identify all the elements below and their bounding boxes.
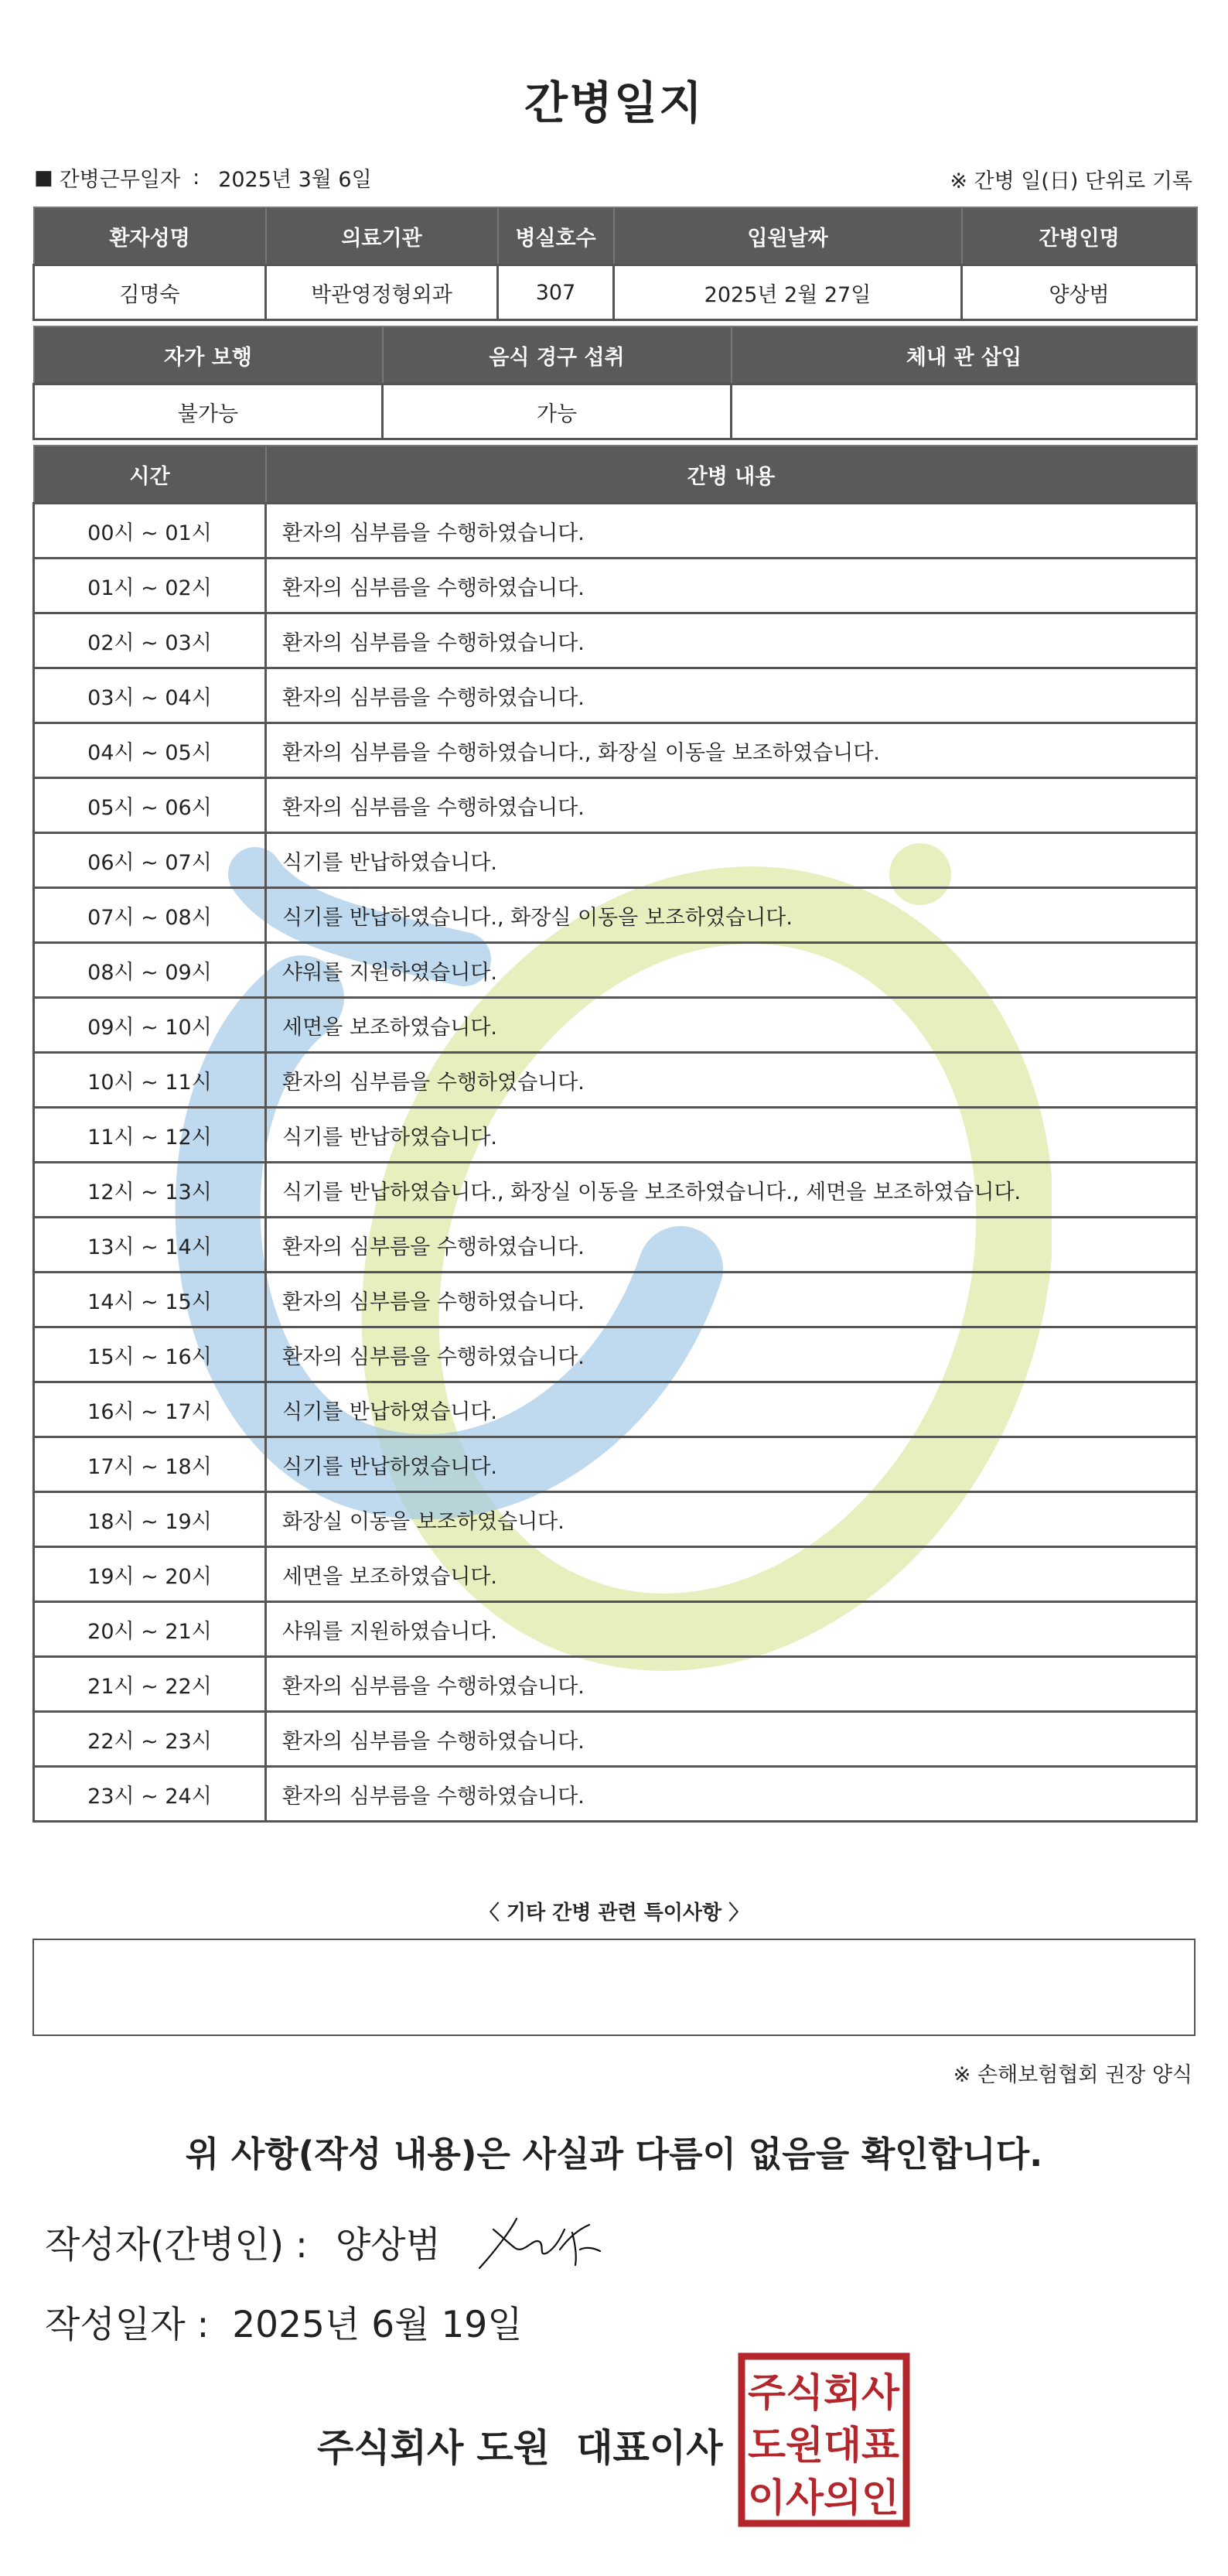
- time-cell: 11시 ~ 12시: [34, 1108, 266, 1163]
- table-row: [34, 504, 1197, 559]
- content-cell: 세면을 보조하였습니다.: [266, 1547, 1197, 1602]
- patient-info-header-row: [34, 207, 1197, 265]
- table-row: [34, 1327, 1197, 1382]
- table-row: [34, 778, 1197, 833]
- table-row: [34, 1767, 1197, 1822]
- confirmation-statement: 위 사항(작성 내용)은 사실과 다름이 없음을 확인합니다.: [185, 2134, 1043, 2175]
- patient-status-value-row: [34, 384, 1197, 439]
- time-cell: 05시 ~ 06시: [34, 778, 266, 833]
- header-caregiver-name: 간병인명: [962, 207, 1197, 265]
- content-cell: 환자의 심부름을 수행하였습니다.: [266, 778, 1197, 833]
- content-cell: 환자의 심부름을 수행하였습니다.: [266, 613, 1197, 668]
- time-cell: 07시 ~ 08시: [34, 888, 266, 943]
- time-cell: 22시 ~ 23시: [34, 1712, 266, 1767]
- table-row: [34, 1437, 1197, 1492]
- time-cell: 09시 ~ 10시: [34, 998, 266, 1053]
- table-row: [34, 1602, 1197, 1657]
- svg-text:도원대표: 도원대표: [748, 2423, 900, 2468]
- time-cell: 10시 ~ 11시: [34, 1053, 266, 1108]
- written-date-line: [45, 2296, 523, 2348]
- hospital-name: 박관영정형외과: [266, 265, 498, 320]
- content-cell: 식기를 반납하였습니다.: [266, 833, 1197, 888]
- care-log-table: [32, 445, 1198, 1823]
- writer-label: 작성자(간병인) :: [45, 2224, 308, 2267]
- table-row: [34, 1382, 1197, 1437]
- content-cell: 환자의 심부름을 수행하였습니다.: [266, 1053, 1197, 1108]
- tube-insertion-value: [732, 384, 1197, 439]
- time-cell: 14시 ~ 15시: [34, 1273, 266, 1327]
- room-number: 307: [498, 265, 614, 320]
- content-cell: 환자의 심부름을 수행하였습니다.: [266, 1273, 1197, 1327]
- table-row: [34, 1273, 1197, 1327]
- time-cell: 02시 ~ 03시: [34, 613, 266, 668]
- content-cell: 환자의 심부름을 수행하였습니다., 화장실 이동을 보조하였습니다.: [266, 723, 1197, 778]
- time-cell: 21시 ~ 22시: [34, 1657, 266, 1712]
- svg-text:주식회사: 주식회사: [748, 2370, 900, 2415]
- content-cell: 환자의 심부름을 수행하였습니다.: [266, 1767, 1197, 1822]
- header-hospital: 의료기관: [266, 207, 498, 265]
- content-cell: 식기를 반납하였습니다.: [266, 1382, 1197, 1437]
- header-time: 시간: [34, 446, 266, 504]
- record-note: ※ 간병 일(日) 단위로 기록: [950, 169, 1192, 193]
- table-row: [34, 668, 1197, 723]
- oral-intake-value: 가능: [383, 384, 732, 439]
- work-date-colon: :: [193, 166, 200, 190]
- form-note: ※ 손해보험협회 권장 양식: [953, 2063, 1192, 2087]
- patient-status-table: [32, 326, 1198, 440]
- remarks-title: 〈 기타 간병 관련 특이사항 〉: [479, 1901, 749, 1925]
- header-tube-insertion: 체내 관 삽입: [732, 326, 1197, 384]
- content-cell: 환자의 심부름을 수행하였습니다.: [266, 1327, 1197, 1382]
- content-cell: 샤워를 지원하였습니다.: [266, 943, 1197, 998]
- company-signature-line: [317, 2418, 723, 2472]
- time-cell: 17시 ~ 18시: [34, 1437, 266, 1492]
- table-row: [34, 1108, 1197, 1163]
- content-cell: 환자의 심부름을 수행하였습니다.: [266, 1712, 1197, 1767]
- content-cell: 식기를 반납하였습니다.: [266, 1108, 1197, 1163]
- writer-name: 양상범: [335, 2224, 442, 2267]
- header-room-number: 병실호수: [498, 207, 614, 265]
- caregiver-name: 양상범: [962, 265, 1197, 320]
- content-cell: 환자의 심부름을 수행하였습니다.: [266, 668, 1197, 723]
- time-cell: 06시 ~ 07시: [34, 833, 266, 888]
- content-cell: 환자의 심부름을 수행하였습니다.: [266, 1657, 1197, 1712]
- writer-line: [45, 2216, 441, 2268]
- time-cell: 13시 ~ 14시: [34, 1218, 266, 1273]
- content-cell: 샤워를 지원하였습니다.: [266, 1602, 1197, 1657]
- self-walking-value: 불가능: [34, 384, 383, 439]
- time-cell: 19시 ~ 20시: [34, 1547, 266, 1602]
- table-row: [34, 833, 1197, 888]
- time-cell: 20시 ~ 21시: [34, 1602, 266, 1657]
- table-row: [34, 559, 1197, 613]
- table-row: [34, 1492, 1197, 1547]
- table-row: [34, 723, 1197, 778]
- content-cell: 식기를 반납하였습니다., 화장실 이동을 보조하였습니다., 세면을 보조하였습니다.: [266, 1163, 1197, 1218]
- patient-status-header-row: [34, 326, 1197, 384]
- time-cell: 00시 ~ 01시: [34, 504, 266, 559]
- table-row: [34, 888, 1197, 943]
- table-row: [34, 1712, 1197, 1767]
- time-cell: 15시 ~ 16시: [34, 1327, 266, 1382]
- content-cell: 환자의 심부름을 수행하였습니다.: [266, 1218, 1197, 1273]
- admission-date: 2025년 2월 27일: [614, 265, 962, 320]
- work-date-value: 2025년 3월 6일: [218, 168, 372, 192]
- table-row: [34, 613, 1197, 668]
- table-row: [34, 1657, 1197, 1712]
- table-row: [34, 943, 1197, 998]
- time-cell: 23시 ~ 24시: [34, 1767, 266, 1822]
- table-row: [34, 998, 1197, 1053]
- representative-title: 대표이사: [576, 2426, 723, 2470]
- patient-info-table: [32, 207, 1198, 321]
- header-admission-date: 입원날짜: [614, 207, 962, 265]
- company-seal-image: [737, 2352, 911, 2528]
- table-row: [34, 1053, 1197, 1108]
- patient-name: 김명숙: [34, 265, 266, 320]
- header-self-walking: 자가 보행: [34, 326, 383, 384]
- content-cell: 화장실 이동을 보조하였습니다.: [266, 1492, 1197, 1547]
- table-row: [34, 1218, 1197, 1273]
- square-bullet-icon: ■: [34, 166, 53, 190]
- work-date: [34, 162, 372, 193]
- content-cell: 식기를 반납하였습니다.: [266, 1437, 1197, 1492]
- header-oral-intake: 음식 경구 섭취: [383, 326, 732, 384]
- time-cell: 03시 ~ 04시: [34, 668, 266, 723]
- document-title: 간병일지: [524, 77, 704, 129]
- content-cell: 식기를 반납하였습니다., 화장실 이동을 보조하였습니다.: [266, 888, 1197, 943]
- time-cell: 16시 ~ 17시: [34, 1382, 266, 1437]
- date-label: 작성일자 :: [45, 2304, 210, 2346]
- work-date-label: 간병근무일자: [59, 168, 181, 192]
- header-patient-name: 환자성명: [34, 207, 266, 265]
- signature-image: [473, 2214, 605, 2274]
- time-cell: 04시 ~ 05시: [34, 723, 266, 778]
- time-cell: 12시 ~ 13시: [34, 1163, 266, 1218]
- time-cell: 18시 ~ 19시: [34, 1492, 266, 1547]
- svg-text:이사의인: 이사의인: [748, 2475, 899, 2520]
- content-cell: 환자의 심부름을 수행하였습니다.: [266, 559, 1197, 613]
- content-cell: 환자의 심부름을 수행하였습니다.: [266, 504, 1197, 559]
- header-care-content: 간병 내용: [266, 446, 1197, 504]
- time-cell: 01시 ~ 02시: [34, 559, 266, 613]
- patient-info-value-row: [34, 265, 1197, 320]
- content-cell: 세면을 보조하였습니다.: [266, 998, 1197, 1053]
- table-row: [34, 1163, 1197, 1218]
- table-row: [34, 1547, 1197, 1602]
- date-value: 2025년 6월 19일: [232, 2304, 523, 2346]
- company-name: 주식회사 도원: [317, 2426, 551, 2470]
- remarks-box: [32, 1939, 1196, 2036]
- time-cell: 08시 ~ 09시: [34, 943, 266, 998]
- care-log-header-row: [34, 446, 1197, 504]
